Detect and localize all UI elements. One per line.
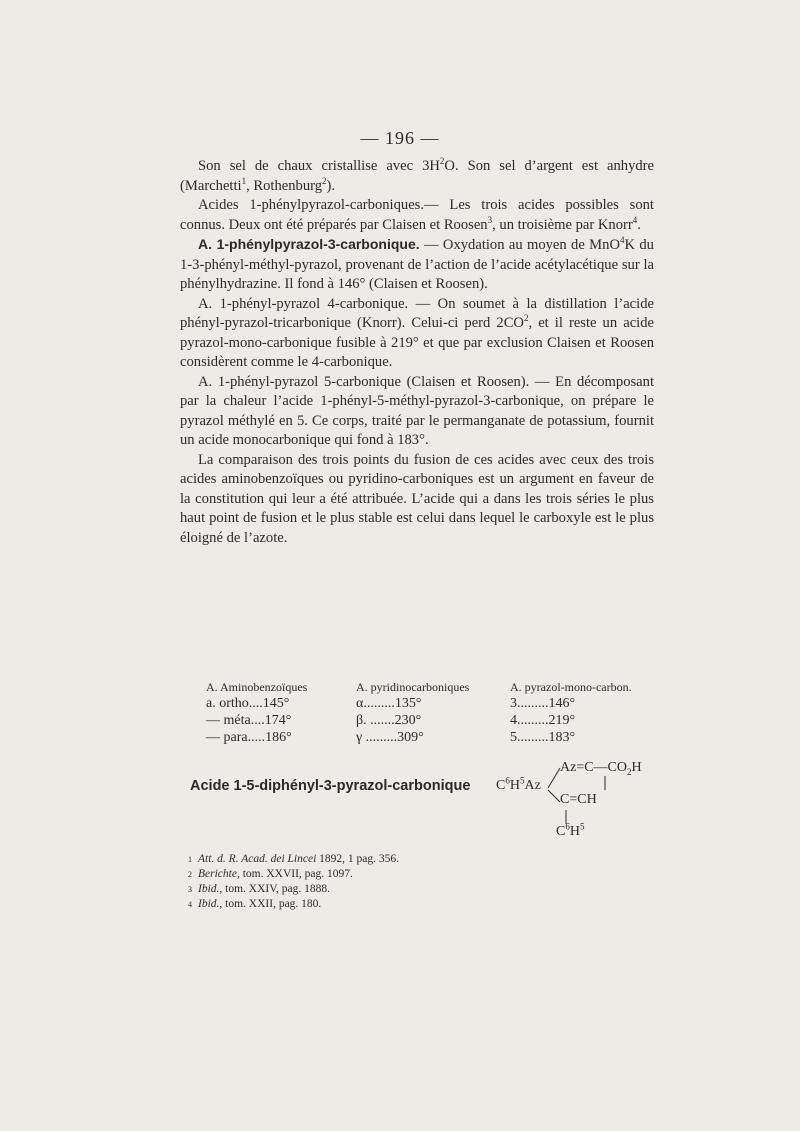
superscript: 6 <box>505 775 510 786</box>
text: O. Son sel d’argent est anhydre (Marchetti <box>180 158 655 194</box>
text: Acides 1-phénylpyrazol-carboniques.— Les trois acides possibles sont connus. Deux ont été préparés par Claisen et Roosen <box>180 197 654 233</box>
table-cell: 4.........219° <box>510 713 576 728</box>
text: — Oxydation au moyen de MnO <box>419 237 620 253</box>
body-text <box>180 157 654 548</box>
superscript: 5 <box>579 821 585 832</box>
paragraph-2 <box>180 196 654 235</box>
footnotes <box>188 852 628 912</box>
superscript: 2 <box>523 313 529 324</box>
text: A. 1-phényl-pyrazol 4-carbonique. — On soumet à la distillation l’acide phényl-pyrazol-tricarbonique (Knorr). Celui-ci perd 2CO <box>180 295 654 331</box>
footnote-source: Berichte, <box>198 868 240 880</box>
footnote <box>188 867 628 882</box>
bond-line <box>548 768 560 788</box>
footnote-ref: 2 <box>322 175 327 186</box>
text: ). <box>326 177 336 194</box>
text: H <box>509 778 520 793</box>
superscript: 5 <box>519 775 525 786</box>
text: K du 1-3-phényl-méthyl-pyrazol, provenant de l’action de l’acide acétylacétique sur la phénylhydrazine. Il fond à 146° (Claisen et Roosen). <box>180 237 654 292</box>
paragraph-5: A. 1-phényl-pyrazol 5-carbonique (Claisen et Roosen). — En décomposant par la chaleur l’acide 1-phényl-5-méthyl-pyrazol-3-carbonique, on prépare le pyrazol méthylé en 5. Ce corps, traité par le permanganate de potassium, fournit un acide monocarbonique qui fond à 183°. <box>180 373 654 448</box>
subscript: 2 <box>627 766 632 777</box>
text: , et il reste un acide pyrazol-mono-carbonique fusible à 219° et que par exclusion Claisen et Roosen considèrent comme le 4-carbonique. <box>180 315 654 370</box>
table-column-aminobenzoic <box>206 680 307 746</box>
formula-bottom-chain: C=CH <box>560 792 597 807</box>
footnote-text: 1892, 1 pag. 356. <box>316 853 400 865</box>
bond-line <box>548 790 560 802</box>
table-cell: — para.....186° <box>206 730 292 745</box>
footnote-ref: 1 <box>241 175 247 186</box>
footnote-source: Ibid., <box>198 883 223 895</box>
footnote-number: 2 <box>188 870 192 879</box>
paragraph-1 <box>180 157 654 196</box>
text: H <box>631 760 642 775</box>
table-column-pyridino <box>356 680 469 746</box>
text: Son sel de chaux cristallise avec 3H <box>198 158 440 174</box>
footnote-source: Att. d. R. Acad. dei Lincei <box>198 853 317 865</box>
text: C <box>556 824 566 839</box>
superscript: 4 <box>619 235 625 246</box>
table-cell: 5.........183° <box>510 730 576 745</box>
table-header: A. Aminobenzoïques <box>206 680 308 694</box>
footnote <box>188 882 628 897</box>
footnote-ref: 4 <box>632 214 638 225</box>
text: H <box>569 824 580 839</box>
footnote-number: 3 <box>188 885 192 894</box>
table-header: A. pyridinocarboniques <box>356 680 470 694</box>
superscript: 6 <box>565 821 570 832</box>
structural-formula <box>190 760 660 850</box>
footnote-source: Ibid., <box>198 898 223 910</box>
formula-title: Acide 1-5-diphényl-3-pyrazol-carbonique <box>190 778 471 794</box>
table-cell: 3.........146° <box>510 696 576 711</box>
text: , un troisième par Knorr <box>492 216 633 233</box>
table-cell: β. .......230° <box>356 713 422 728</box>
footnote-number: 1 <box>188 855 192 864</box>
table-cell: γ .........309° <box>356 730 424 745</box>
footnote-text: tom. XXVII, pag. 1097. <box>239 868 353 880</box>
footnote-text: tom. XXII, pag. 180. <box>222 898 322 910</box>
text: Az=C—CO <box>560 760 628 775</box>
footnote-number: 4 <box>188 900 192 909</box>
table-header: A. pyrazol-mono-carbon. <box>510 680 632 694</box>
text: , Rothenburg <box>246 177 323 194</box>
footnote <box>188 852 628 867</box>
text: . <box>637 216 641 233</box>
formula-phenyl <box>556 821 585 840</box>
paragraph-3 <box>180 235 654 295</box>
text: Az <box>524 778 541 793</box>
table-cell: a. ortho....145° <box>206 696 290 711</box>
footnote-ref: 3 <box>487 214 493 225</box>
section-heading: A. 1-phénylpyrazol-3-carbonique. <box>198 236 420 252</box>
footnote <box>188 897 628 912</box>
page-number: — 196 — <box>360 128 440 148</box>
text: C <box>496 778 506 793</box>
table-column-pyrazol <box>510 680 632 746</box>
table-cell: α.........135° <box>356 696 422 711</box>
paragraph-6: La comparaison des trois points du fusion de ces acides avec ceux des trois acides aminobenzoïques ou pyridino-carboniques est un argument en faveur de la constitution qui leur a été attribuée. L’acide qui a dans les trois séries le plus haut point de fusion et le plus stable est celui dans lequel le carboxyle est le plus éloigné de l’azote. <box>180 451 654 546</box>
formula-top-chain <box>560 760 642 776</box>
table-cell: — méta....174° <box>206 713 292 728</box>
superscript: 2 <box>439 156 445 167</box>
paragraph-4 <box>180 295 654 373</box>
footnote-text: tom. XXIV, pag. 1888. <box>222 883 331 895</box>
